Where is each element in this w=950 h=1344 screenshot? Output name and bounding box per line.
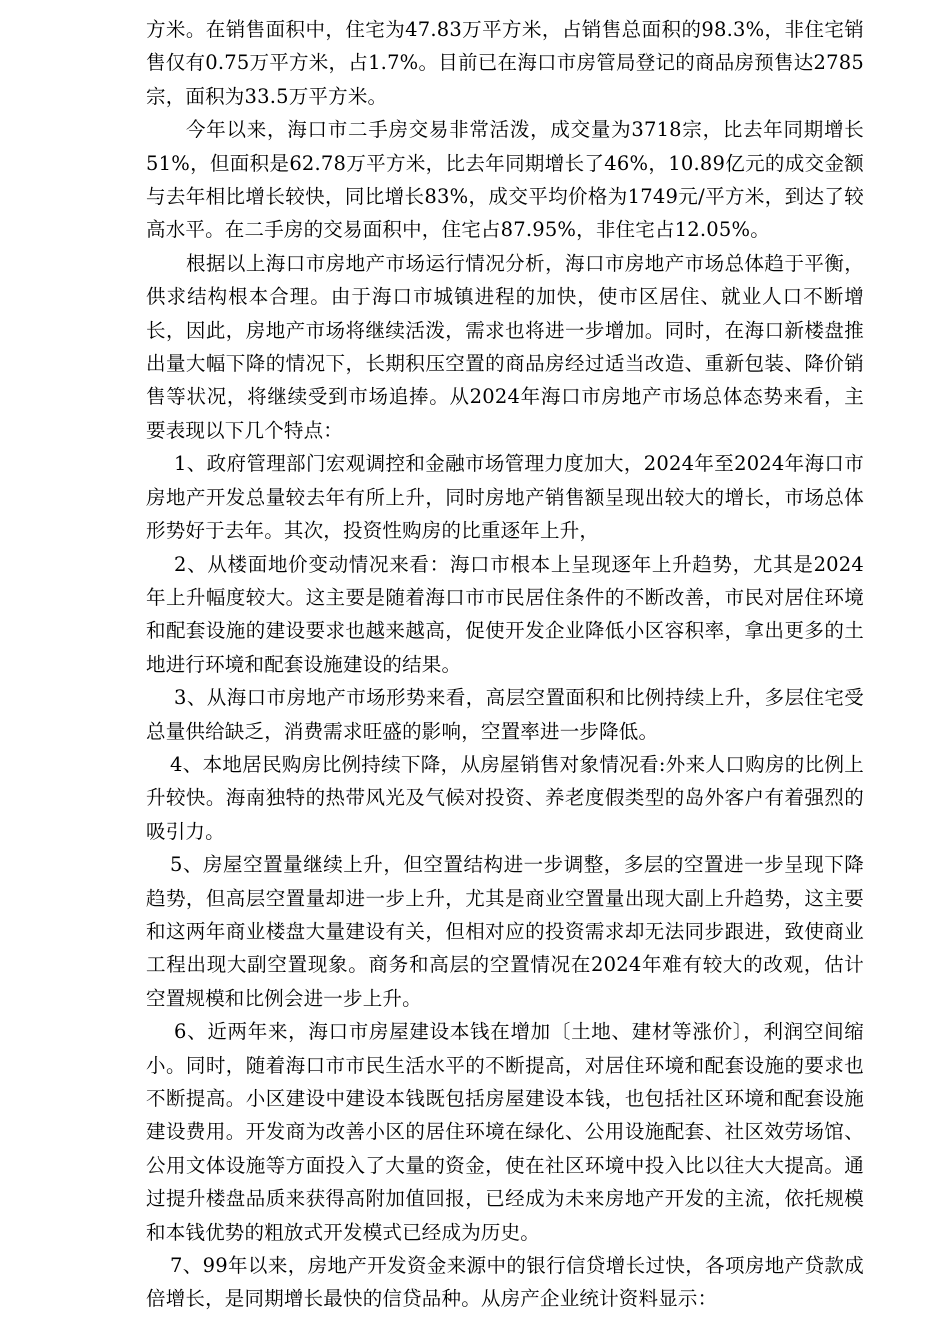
document-body <box>146 13 864 1316</box>
paragraph-market-analysis: 根据以上海口市房地产市场运行情况分析，海口市房地产市场总体趋于平衡，供求结构根本合理。由于海口市城镇进程的加快，使市区居住、就业人口不断增长，因此，房地产市场将继续活泼，需求也将进一步增加。同时，在海口新楼盘推出量大幅下降的情况下，长期积压空置的商品房经过适当改造、重新包装、降价销售等状况，将继续受到市场追捧。从2024年海口市房地产市场总体态势来看，主要表现以下几个特点： <box>146 251 864 442</box>
paragraph-second-hand-market: 今年以来，海口市二手房交易非常活泼，成交量为3718宗，比去年同期增长51%，但面积是62.78万平方米，比去年同期增长了46%，10.89亿元的成交金额与去年相比增长较快，同比增长83%，成交平均价格为1749元/平方米，到达了较高水平。在二手房的交易面积中，住宅占87.95%，非住宅占12.05%。 <box>146 118 864 242</box>
paragraph-point-6: 6、近两年来，海口市房屋建设本钱在增加〔土地、建材等涨价〕，利润空间缩小。同时，随着海口市市民生活水平的不断提高，对居住环境和配套设施的要求也不断提高。小区建设中建设本钱既包括房屋建设本钱，也包括社区环境和配套设施建设费用。开发商为改善小区的居住环境在绿化、公用设施配套、社区效劳场馆、公用文体设施等方面投入了大量的资金，使在社区环境中投入比以往大大提高。通过提升楼盘品质来获得高附加值回报，已经成为未来房地产开发的主流，依托规模和本钱优势的粗放式开发模式已经成为历史。 <box>146 1020 864 1244</box>
paragraph-point-4: 4、本地居民购房比例持续下降，从房屋销售对象情况看:外来人口购房的比例上升较快。海南独特的热带风光及气候对投资、养老度假类型的岛外客户有着强烈的吸引力。 <box>146 752 864 843</box>
paragraph-point-2: 2、从楼面地价变动情况来看：海口市根本上呈现逐年上升趋势，尤其是2024年上升幅度较大。这主要是随着海口市市民居住条件的不断改善，市民对居住环境和配套设施的建设要求也越来越高，促使开发企业降低小区容积率，拿出更多的土地进行环境和配套设施建设的结果。 <box>146 552 864 676</box>
paragraph-point-5: 5、房屋空置量继续上升，但空置结构进一步调整，多层的空置进一步呈现下降趋势，但高层空置量却进一步上升，尤其是商业空置量出现大副上升趋势，这主要和这两年商业楼盘大量建设有关，但相对应的投资需求却无法同步跟进，致使商业工程出现大副空置现象。商务和高层的空置情况在2024年难有较大的改观，估计空置规模和比例会进一步上升。 <box>146 853 864 1010</box>
paragraph-sales-area: 方米。在销售面积中，住宅为47.83万平方米，占销售总面积的98.3%，非住宅销售仅有0.75万平方米，占1.7%。目前已在海口市房管局登记的商品房预售达2785宗，面积为33.5万平方米。 <box>146 18 864 108</box>
paragraph-point-3: 3、从海口市房地产市场形势来看，高层空置面积和比例持续上升，多层住宅受总量供给缺乏，消费需求旺盛的影响，空置率进一步降低。 <box>146 686 864 743</box>
paragraph-point-7: 7、99年以来，房地产开发资金来源中的银行信贷增长过快，各项房地产贷款成倍增长，是同期增长最快的信贷品种。从房产企业统计资料显示： <box>146 1254 864 1311</box>
paragraph-point-1: 1、政府管理部门宏观调控和金融市场管理力度加大，2024年至2024年海口市房地产开发总量较去年有所上升，同时房地产销售额呈现出较大的增长，市场总体形势好于去年。其次，投资性购房的比重逐年上升， <box>146 452 864 543</box>
